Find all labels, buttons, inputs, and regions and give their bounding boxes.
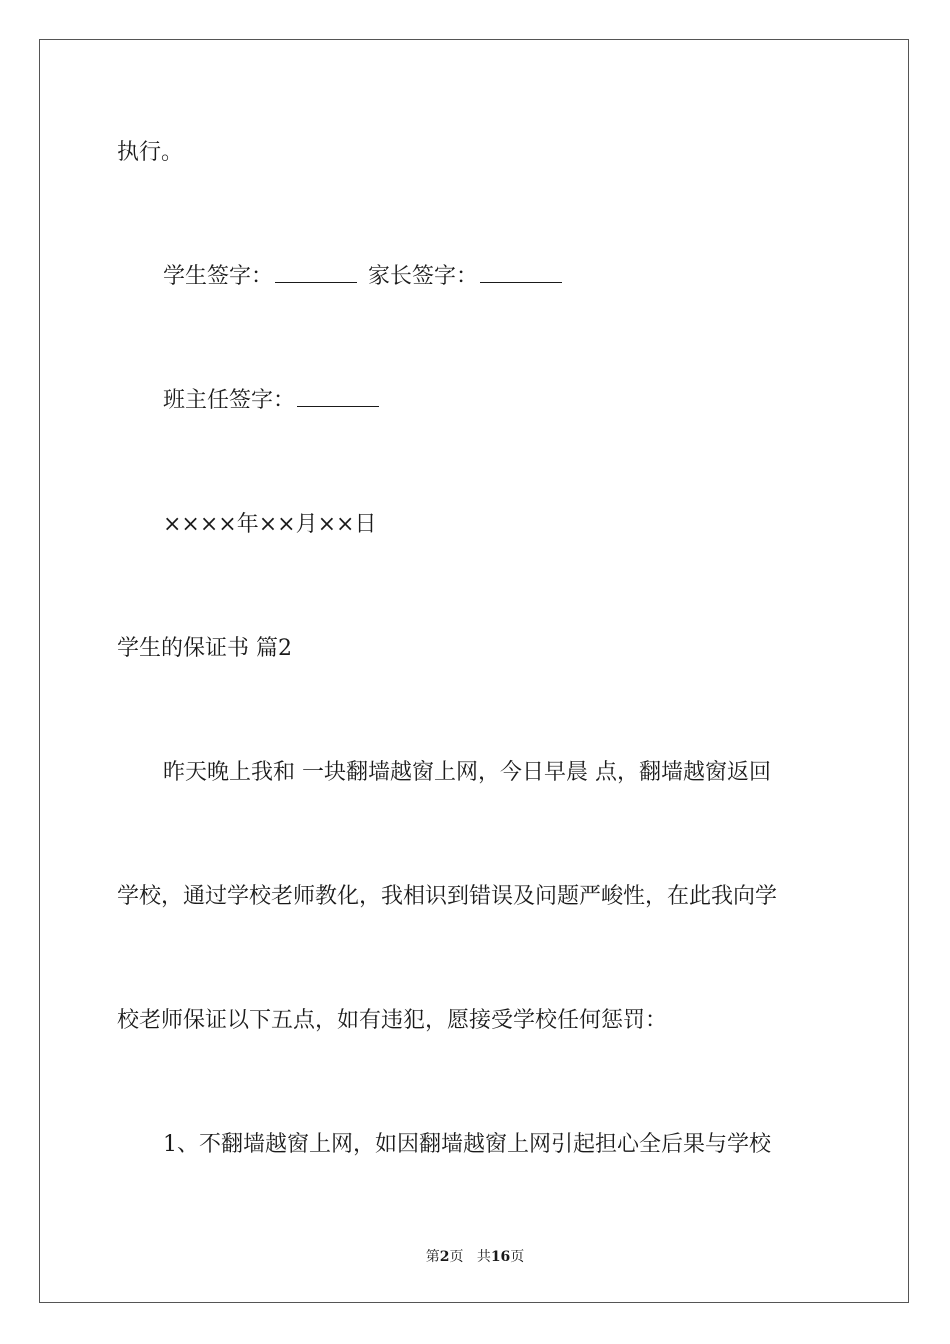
teacher-signature-blank: [297, 404, 379, 407]
signature-row-1: [163, 262, 566, 292]
paragraph-line: 校老师保证以下五点，如有违犯，愿接受学校任何惩罚：: [117, 1008, 668, 1033]
date-line: ××××年××月××日: [163, 512, 377, 537]
signature-row-2: [163, 386, 383, 416]
paragraph-line: 学校，通过学校老师教化，我相识到错误及问题严峻性，在此我向学: [117, 884, 778, 909]
total-suffix: 页: [510, 1249, 525, 1265]
page-suffix: 页: [449, 1249, 464, 1265]
parent-signature-blank: [480, 280, 562, 283]
student-signature-blank: [275, 280, 357, 283]
text-line: 执行。: [117, 140, 184, 165]
paragraph-line: 昨天晚上我和 一块翻墙越窗上网，今日早晨 点，翻墙越窗返回: [163, 760, 771, 785]
total-pages: 16: [490, 1249, 511, 1265]
teacher-signature-label: 班主任签字：: [163, 388, 296, 413]
total-prefix: 共: [476, 1249, 491, 1265]
section-title: 学生的保证书 篇2: [117, 636, 292, 661]
page-prefix: 第: [425, 1249, 440, 1265]
paragraph-line: 1、不翻墙越窗上网，如因翻墙越窗上网引起担心全后果与学校: [163, 1132, 771, 1157]
student-signature-label: 学生签字：: [163, 264, 274, 289]
page-footer: [0, 1246, 950, 1266]
page-frame: [39, 39, 909, 1303]
parent-signature-label: 家长签字：: [368, 264, 479, 289]
page-number: 2: [439, 1249, 450, 1265]
